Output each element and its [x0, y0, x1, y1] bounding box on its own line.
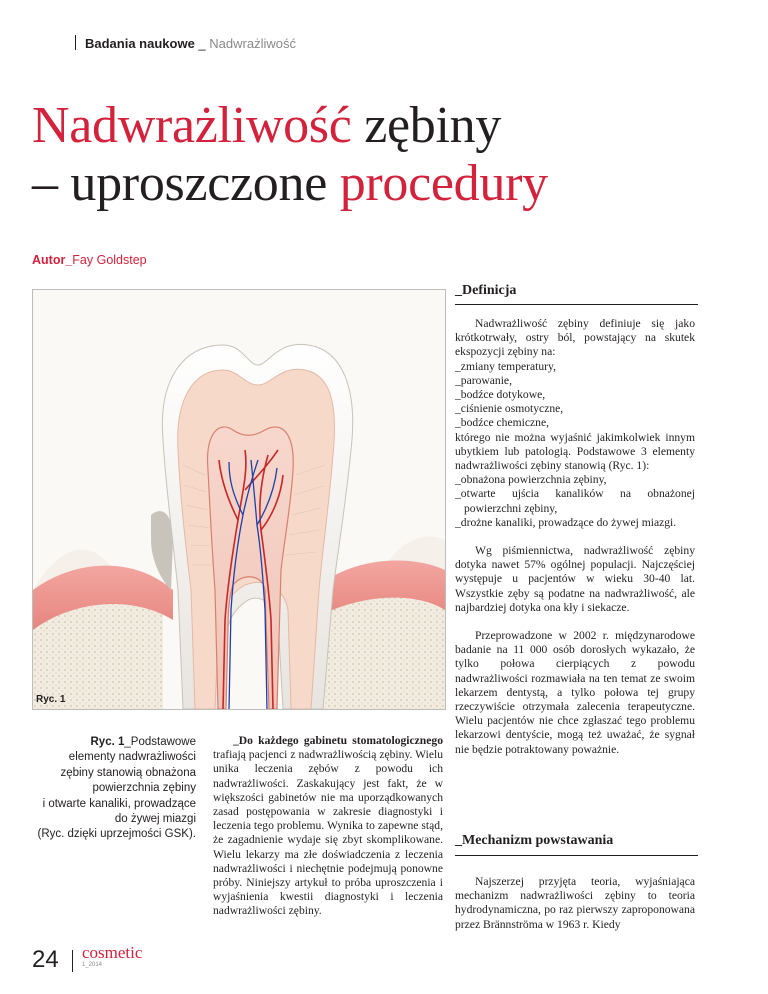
caption-line: i otwarte kanaliki, prowadzące	[42, 797, 196, 810]
title-line2-red: procedury	[339, 155, 548, 212]
header-divider	[75, 35, 76, 50]
header-topic: Nadwrażliwość	[209, 36, 296, 51]
caption-line: (Ryc. dzięki uprzejmości GSK).	[37, 828, 196, 841]
author-line	[32, 253, 147, 267]
mechanism-column	[455, 875, 695, 932]
intro-lead: _Do każdego gabinetu stomatologicznego	[233, 734, 443, 747]
intro-column	[213, 734, 443, 919]
definition-heading-rule	[455, 304, 698, 305]
mechanism-heading-rule	[455, 855, 698, 856]
cause-item: _zmiany temperatury,	[455, 359, 556, 373]
element-item: _drożne kanaliki, prowadzące do żywej miazgi.	[455, 515, 677, 529]
survey-paragraph: Przeprowadzone w 2002 r. międzynarodowe badanie na 11 000 osób dorosłych wykazało, że tylko połowa cierpiących z powodu nadwrażliwości rozmawiała na ten temat ze swoim lekarzem dentystą, a tylko połowa tej grupy rzeczywiście otrzymała zalecenia terapeutyczne. Wielu pacjentów nie chce zgłaszać tego problemu lekarzowi dentyście, mogą też uważać, że sygnał nie będzie potraktowany poważnie.	[455, 629, 695, 756]
author-name: Fay Goldstep	[72, 253, 147, 267]
title-line1-red: Nadwrażliwość	[32, 97, 352, 154]
element-item: _obnażona powierzchnia zębiny,	[455, 473, 607, 487]
cause-item: _bodźce dotykowe,	[455, 388, 546, 402]
running-header	[85, 36, 296, 51]
footer-divider	[72, 950, 73, 972]
cause-item: _parowanie,	[455, 373, 512, 387]
definition-heading: _Definicja	[455, 283, 517, 298]
caption-line: elementy nadwrażliwości	[68, 751, 196, 764]
caption-line: _Podstawowe	[124, 736, 196, 748]
cause-item: _bodźce chemiczne,	[455, 416, 549, 430]
title-line2-dark: – uproszczone	[32, 155, 340, 212]
element-item: _otwarte ujścia kanalików na obnażonej powierzchni zębiny,	[455, 487, 695, 515]
caption-label: Ryc. 1	[90, 736, 125, 748]
title-line1-dark: zębiny	[351, 97, 502, 154]
header-separator: _	[194, 36, 210, 51]
caption-line: do żywej miazgi	[114, 813, 196, 826]
article-title	[32, 97, 548, 212]
caption-line: zębiny stanowią obnażona	[60, 766, 196, 779]
tooth-illustration	[32, 289, 446, 710]
definition-middle: którego nie można wyjaśnić jakimkolwiek innym ubytkiem lub patologią. Podstawowe 3 elementy nadwrażliwości zębiny stanowią (Ryc. 1):	[455, 430, 695, 473]
mechanism-text: Najszerzej przyjęta teoria, wyjaśniająca mechanizm nadwrażliwości zębiny to teoria hydrodynamiczna, po raz pierwszy zaproponowana przez Brännströma w 1963 r. Kiedy	[455, 875, 695, 931]
issue-label: 1_2014	[82, 962, 103, 968]
figure-caption	[32, 735, 196, 843]
figure-label: Ryc. 1	[36, 694, 66, 705]
prevalence-paragraph: Wg piśmiennictwa, nadwrażliwość zębiny dotyka nawet 57% ogólnej populacji. Najczęściej występuje u pacjentów w wieku 30-40 lat. Wszystkie zęby są podatne na nadwrażliwość, ale najbardziej dotyka ona kły i siekacze.	[455, 544, 695, 614]
page-number: 24	[32, 946, 59, 973]
definition-intro: Nadwrażliwość zębiny definiuje się jako krótkotrwały, ostry ból, powstający na skutek ekspozycji zębiny na:	[455, 317, 695, 359]
header-section: Badania naukowe	[85, 36, 195, 51]
definition-column	[455, 317, 695, 757]
intro-text: trafiają pacjenci z nadwrażliwością zębiny. Wielu unika leczenia zębów z powodu ich nadwrażliwości. Zaskakujący jest fakt, że w większości gabinetów nie ma uporządkowanych zasad postępowania w zakresie diagnostyki i leczenia tego problemu. Wynika to zapewne stąd, że zagadnienie wydaje się zbyt skomplikowane. Wielu lekarzy ma złe doświadczenia z leczenia nadwrażliwości i niechętnie podejmują ponowne próby. Niniejszy artykuł to próba uproszczenia i wyjaśnienia kwestii diagnostyki i leczenia nadwrażliwości zębiny.	[213, 748, 443, 918]
mechanism-heading: _Mechanizm powstawania	[455, 833, 614, 848]
magazine-logo: cosmetic	[82, 943, 143, 962]
tooth-cross-section-image	[33, 290, 445, 709]
cause-item: _ciśnienie osmotyczne,	[455, 402, 564, 416]
author-label: Autor_	[32, 253, 73, 267]
caption-line: powierzchnia zębiny	[92, 782, 196, 795]
